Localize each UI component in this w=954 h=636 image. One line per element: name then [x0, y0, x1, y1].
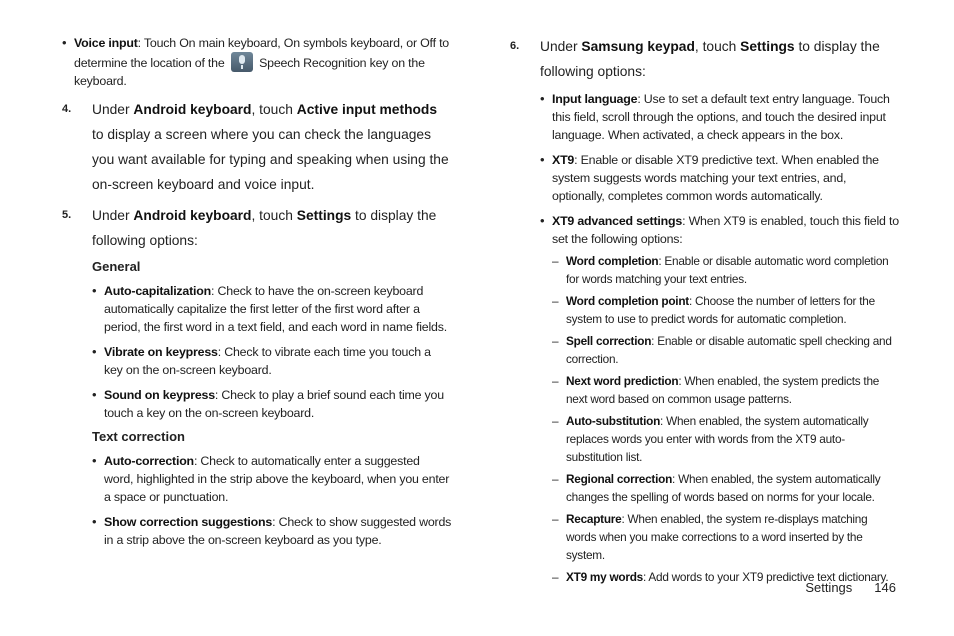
footer-section: Settings	[805, 580, 853, 595]
sub-regional-correction	[552, 470, 900, 506]
microphone-icon	[231, 52, 253, 72]
bullet-input-language	[540, 90, 900, 144]
text: to display a screen where you can check the languages you want available for typing and speaking when using the on-screen keyboard and voice input.	[92, 127, 449, 192]
term: Auto-correction	[104, 454, 194, 468]
text: : When enabled, the system automatically changes the spelling of words based on norms for your locale.	[566, 472, 881, 504]
term: XT9	[552, 153, 575, 167]
sub-next-word-prediction	[552, 372, 900, 408]
term: Settings	[740, 39, 795, 54]
text: : Enable or disable XT9 predictive text. When enabled the system suggests words matching your text entries, and, optionally, completes common words automatically.	[552, 153, 879, 203]
term: XT9 my words	[566, 570, 643, 584]
step-text	[92, 97, 452, 197]
term: Voice input	[74, 36, 138, 50]
bullet-show-correction-suggestions	[92, 513, 452, 549]
text: : Use to set a default text entry language. Touch this field, scroll through the options, and touch the desired input language. When activated, a check appears in the box.	[552, 92, 890, 142]
bullet-xt9	[540, 151, 900, 205]
text: : When XT9 is enabled, touch this field to set the following options:	[552, 214, 899, 246]
step-6	[510, 34, 900, 84]
general-heading: General	[92, 259, 141, 274]
term: Show correction suggestions	[104, 515, 273, 529]
text: : Check to vibrate each time you touch a key on the on-screen keyboard.	[104, 345, 431, 377]
term: Regional correction	[566, 472, 673, 486]
text: to display the following options:	[92, 208, 437, 248]
text: : When enabled, the system re-displays matching words when you make corrections to a word inserted by the system.	[566, 512, 868, 562]
general-list	[92, 282, 452, 422]
text: : Touch On main keyboard, On symbols keyboard, or Off to determine the location of the	[74, 36, 449, 70]
step-5	[62, 203, 452, 253]
text-correction-heading: Text correction	[92, 429, 185, 444]
term: Recapture	[566, 512, 622, 526]
voice-input-list	[62, 34, 452, 90]
text: : Check to show suggested words in a strip above the on-screen keyboard as you type.	[104, 515, 452, 547]
bullet-auto-correction	[92, 452, 452, 506]
term: Android keyboard	[133, 102, 252, 117]
term: XT9 advanced settings	[552, 214, 683, 228]
text: : When enabled, the system predicts the next word based on common usage patterns.	[566, 374, 880, 406]
text: to display the following options:	[540, 39, 880, 79]
term: Active input methods	[296, 102, 438, 117]
step-4	[62, 97, 452, 197]
text: Under	[92, 208, 134, 223]
bullet-voice-input	[62, 34, 452, 90]
text: : Check to have the on-screen keyboard automatically capitalize the first letter of the first word after a period, the first word in a text field, and each word in name fields.	[104, 284, 447, 334]
sub-recapture	[552, 510, 900, 564]
text: , touch	[251, 102, 297, 117]
step-number: 4.	[62, 103, 72, 115]
term: Spell correction	[566, 334, 652, 348]
bullet-sound-on-keypress	[92, 386, 452, 422]
text: : Enable or disable automatic spell checking and correction.	[566, 334, 892, 366]
samsung-keypad-options	[540, 90, 900, 586]
term: Next word prediction	[566, 374, 679, 388]
page-number: 146	[874, 580, 896, 595]
term: Auto-substitution	[566, 414, 661, 428]
sub-word-completion	[552, 252, 900, 288]
step-text	[540, 34, 900, 84]
text: : Enable or disable automatic word completion for words matching your text entries.	[566, 254, 889, 286]
term: Samsung keypad	[581, 39, 695, 54]
left-column	[62, 34, 452, 556]
text: : Check to play a brief sound each time you touch a key on the on-screen keyboard.	[104, 388, 444, 420]
page-footer	[805, 580, 896, 595]
text: : Check to automatically enter a suggested word, highlighted in the strip above the keyboard, when you enter a space or punctuation.	[104, 454, 450, 504]
sub-word-completion-point	[552, 292, 900, 328]
right-column	[510, 34, 900, 593]
bullet-auto-capitalization	[92, 282, 452, 336]
bullet-vibrate-on-keypress	[92, 343, 452, 379]
text: Under	[92, 102, 134, 117]
step-number: 5.	[62, 209, 72, 221]
text: : When enabled, the system automatically replaces words you enter with words from the XT9 auto-substitution list.	[566, 414, 869, 464]
text: Speech Recognition key on the keyboard.	[74, 56, 425, 88]
term: Vibrate on keypress	[104, 345, 218, 359]
text: : Choose the number of letters for the system to use to predict words for automatic completion.	[566, 294, 875, 326]
text: , touch	[251, 208, 297, 223]
term: Auto-capitalization	[104, 284, 212, 298]
text: , touch	[694, 39, 741, 54]
xt9-advanced-sublist	[552, 252, 900, 586]
sub-auto-substitution	[552, 412, 900, 466]
term: Word completion	[566, 254, 659, 268]
term: Settings	[296, 208, 352, 223]
term: Input language	[552, 92, 638, 106]
text: : Add words to your XT9 predictive text dictionary.	[642, 570, 889, 584]
text-correction-list	[92, 452, 452, 549]
step-text	[92, 203, 452, 253]
term: Sound on keypress	[104, 388, 215, 402]
term: Android keyboard	[133, 208, 252, 223]
sub-spell-correction	[552, 332, 900, 368]
term: Word completion point	[566, 294, 689, 308]
step-number: 6.	[510, 40, 520, 52]
bullet-xt9-advanced-settings	[540, 212, 900, 586]
text: Under	[540, 39, 582, 54]
